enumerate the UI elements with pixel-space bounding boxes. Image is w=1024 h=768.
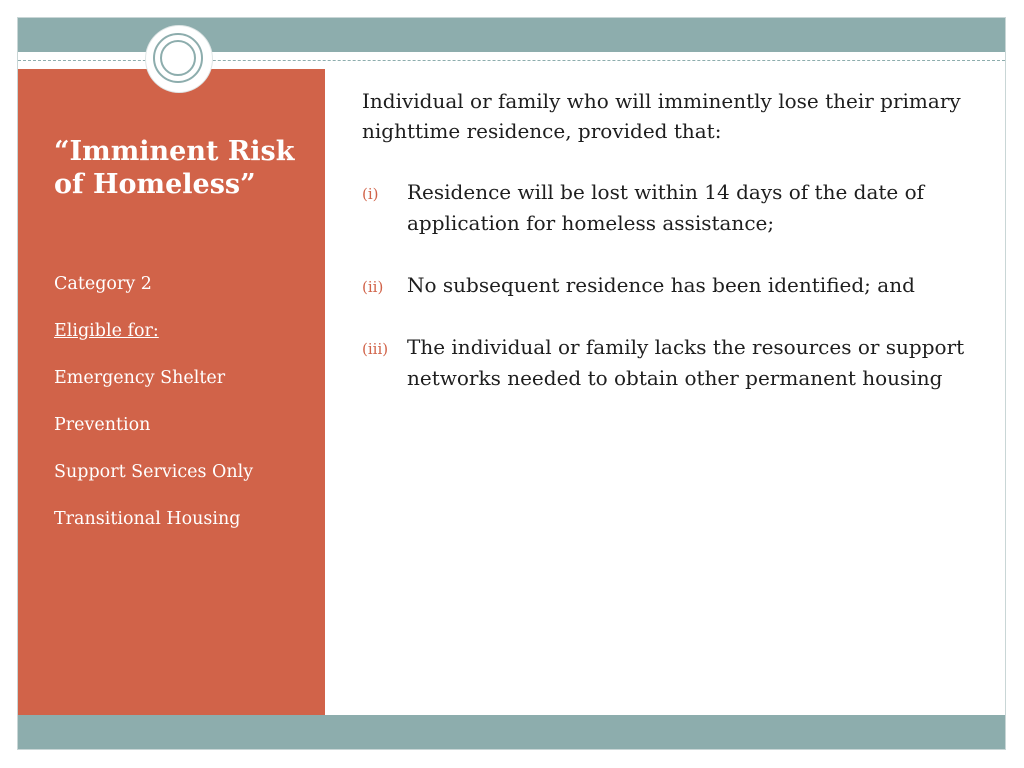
slide [17,17,1006,750]
eligibility-list [54,274,314,556]
badge-inner-ring [160,40,196,76]
item-marker: (i) [362,185,379,203]
program-transitional-housing: Transitional Housing [54,509,241,529]
condition-item-3 [362,332,992,394]
condition-item-1 [362,177,992,239]
bottom-bar [18,715,1005,749]
eligible-for-label: Eligible for: [54,321,159,341]
side-panel [18,69,325,716]
item-text: The individual or family lacks the resources or support networks needed to obtain other permanent housing [407,335,965,390]
slide-title: “Imminent Risk of Homeless” [54,136,295,200]
content-body [362,86,992,394]
badge-ring [153,33,203,83]
condition-item-2 [362,270,992,301]
circle-badge-icon [146,26,212,92]
category-label: Category 2 [54,274,152,294]
intro-text: Individual or family who will imminently lose their primary nighttime residence, provided that: [362,89,961,143]
item-marker: (iii) [362,340,389,358]
item-marker: (ii) [362,278,384,296]
item-text: No subsequent residence has been identified; and [407,273,915,297]
item-text: Residence will be lost within 14 days of the date of application for homeless assistance; [407,180,925,235]
program-prevention: Prevention [54,415,151,435]
program-support-services-only: Support Services Only [54,462,254,482]
program-emergency-shelter: Emergency Shelter [54,368,226,388]
